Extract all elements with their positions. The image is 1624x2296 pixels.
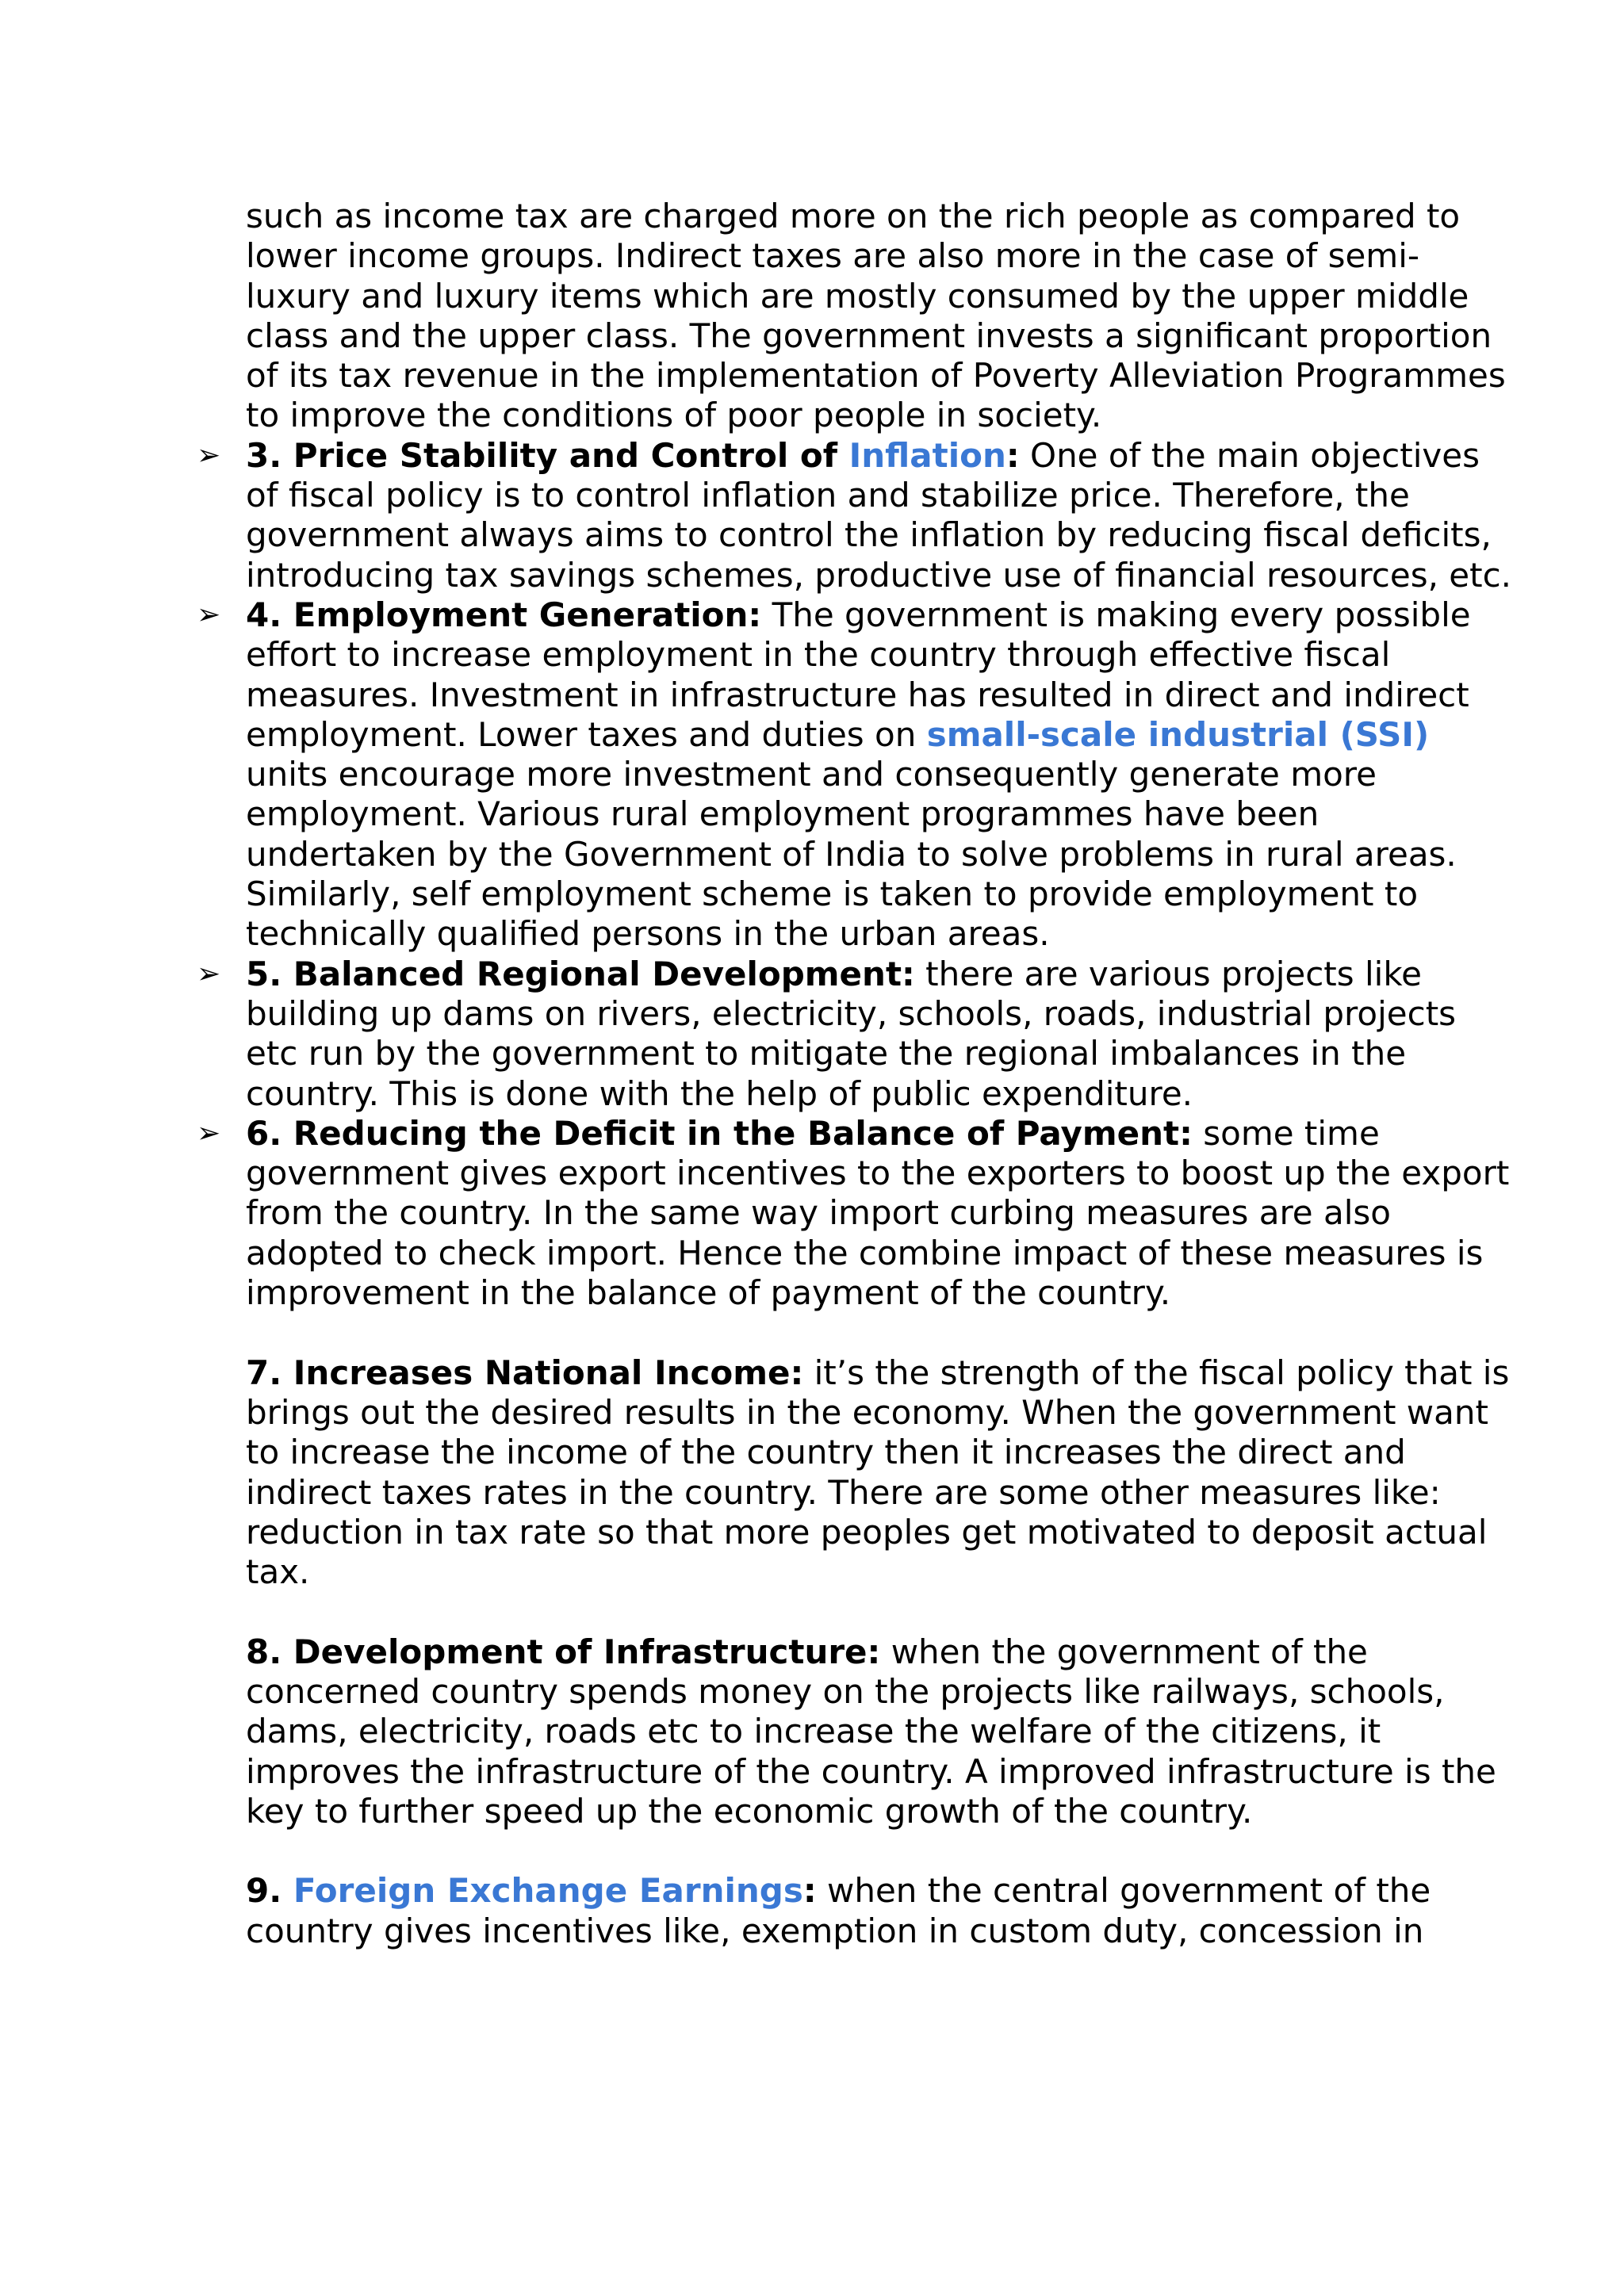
list-item-price-stability: [197, 435, 1515, 595]
item-title-colon: :: [1005, 435, 1020, 475]
ssi-link[interactable]: small-scale industrial (SSI): [926, 714, 1430, 754]
arrow-bullet-icon: ➢: [197, 957, 221, 990]
arrow-bullet-icon: ➢: [197, 598, 221, 631]
section-national-income: [246, 1353, 1515, 1593]
section-foreign-exchange: [246, 1871, 1515, 1951]
item-body: some time government gives export incentives to the exporters to boost up the export from the country. In the same way import curbing measures are also adopted to check import. Hence the combine impact of these measures is improvement in the balance of payment of the country.: [246, 1113, 1510, 1313]
foreign-exchange-link[interactable]: Foreign Exchange Earnings: [293, 1871, 803, 1911]
arrow-bullet-icon: ➢: [197, 438, 221, 472]
item-title: 3. Price Stability and Control of: [246, 435, 849, 475]
section-body: it’s the strength of the fiscal policy that is brings out the desired results in the economy. When the government want to increase the income of the country then it increases the direct and indirect taxes rates in the country. There are some other measures like: reduction in tax rate so that more peoples get motivated to deposit actual tax.: [246, 1353, 1510, 1592]
section-body: when the government of the concerned country spends money on the projects like railways, schools, dams, electricity, roads etc to increase the welfare of the citizens, it improves the infrastructure of the country. A improved infrastructure is the key to further speed up the economic growth of the country.: [246, 1632, 1496, 1831]
item-body: One of the main objectives of fiscal policy is to control inflation and stabilize price. Therefore, the government always aims to control the inflation by reducing fiscal deficits, introducing tax savings schemes, productive use of financial resources, etc.: [246, 435, 1512, 595]
inflation-link[interactable]: Inflation: [848, 435, 1006, 475]
list-item-employment-generation: [197, 595, 1515, 955]
section-title-colon: :: [802, 1871, 817, 1911]
section-title: 7. Increases National Income:: [246, 1353, 804, 1392]
item-title: 5. Balanced Regional Development:: [246, 954, 915, 993]
document-body: [197, 197, 1515, 1951]
item-title: 4. Employment Generation:: [246, 595, 762, 634]
item-body: there are various projects like building up dams on rivers, electricity, schools, roads, industrial projects etc run by the government to mitigate the regional imbalances in the country. This is done with the help of public expenditure.: [246, 954, 1457, 1113]
section-infrastructure: [246, 1632, 1515, 1831]
section-title: 9.: [246, 1871, 293, 1911]
section-body: when the central government of the country gives incentives like, exemption in custom duty, concession in: [246, 1871, 1431, 1950]
item-body-continued: units encourage more investment and consequently generate more employment. Various rural employment programmes have been undertaken by the Government of India to solve problems in rural areas. Similarly, self employment scheme is taken to provide employment to technically qualified persons in the urban areas.: [246, 755, 1457, 954]
item-title: 6. Reducing the Deficit in the Balance of Payment:: [246, 1113, 1193, 1153]
arrow-bullet-icon: ➢: [197, 1116, 221, 1150]
intro-paragraph: such as income tax are charged more on the rich people as compared to lower income groups. Indirect taxes are also more in the case of semi-luxury and luxury items which are mostly consumed by the upper middle class and the upper class. The government invests a significant proportion of its tax revenue in the implementation of Poverty Alleviation Programmes to improve the conditions of poor people in society.: [246, 197, 1506, 435]
list-item-regional-development: [197, 954, 1515, 1114]
section-title: 8. Development of Infrastructure:: [246, 1632, 881, 1671]
list-item-balance-of-payment: [197, 1113, 1515, 1313]
item-body: The government is making every possible effort to increase employment in the country through effective fiscal measures. Investment in infrastructure has resulted in direct and indirect employment. Lower taxes and duties on: [246, 595, 1471, 754]
